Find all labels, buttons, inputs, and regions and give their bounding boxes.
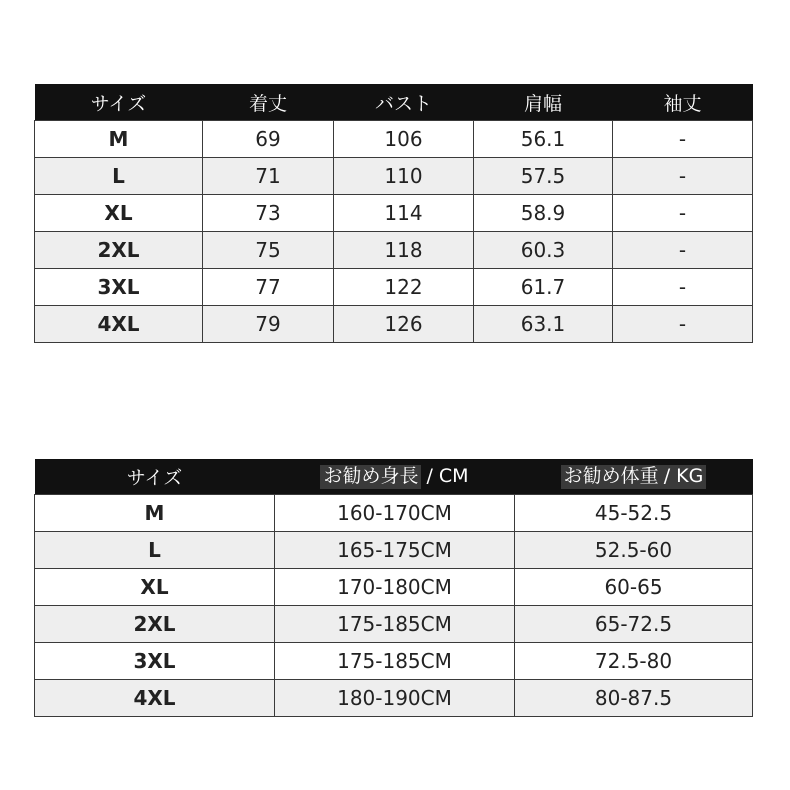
size-cell: L: [35, 532, 275, 569]
table-row: [35, 532, 753, 569]
header-bust: バスト: [334, 84, 474, 121]
size-cell: XL: [35, 195, 203, 232]
header-sleeve: 袖丈: [613, 84, 753, 121]
weight-cell: 65-72.5: [515, 606, 753, 643]
size-chart-header-row: [35, 84, 753, 121]
table-row: [35, 195, 753, 232]
recommend-chart-header-row: [35, 459, 753, 495]
header-recommended-weight: [515, 459, 753, 495]
height-cell: 175-185CM: [275, 606, 515, 643]
size-cell: 2XL: [35, 232, 203, 269]
height-cell: 160-170CM: [275, 495, 515, 532]
table-row: [35, 306, 753, 343]
header-size: [35, 459, 275, 495]
bust-cell: 110: [334, 158, 474, 195]
bust-cell: 106: [334, 121, 474, 158]
header-size: サイズ: [35, 84, 203, 121]
size-cell: 4XL: [35, 306, 203, 343]
length-cell: 69: [203, 121, 334, 158]
table-row: [35, 158, 753, 195]
table-row: [35, 569, 753, 606]
bust-cell: 122: [334, 269, 474, 306]
shoulder-cell: 61.7: [474, 269, 613, 306]
size-cell: M: [35, 121, 203, 158]
weight-cell: 45-52.5: [515, 495, 753, 532]
weight-cell: 60-65: [515, 569, 753, 606]
recommend-chart-table: [34, 459, 753, 717]
size-cell: 3XL: [35, 269, 203, 306]
header-length: 着丈: [203, 84, 334, 121]
size-cell: 4XL: [35, 680, 275, 717]
size-cell: 3XL: [35, 643, 275, 680]
table-row: [35, 269, 753, 306]
table-row: [35, 121, 753, 158]
shoulder-cell: 57.5: [474, 158, 613, 195]
weight-cell: 80-87.5: [515, 680, 753, 717]
shoulder-cell: 58.9: [474, 195, 613, 232]
size-cell: 2XL: [35, 606, 275, 643]
header-weight-wrapper: [561, 465, 707, 489]
sleeve-cell: -: [613, 306, 753, 343]
size-cell: XL: [35, 569, 275, 606]
weight-cell: 72.5-80: [515, 643, 753, 680]
length-cell: 79: [203, 306, 334, 343]
weight-cell: 52.5-60: [515, 532, 753, 569]
height-cell: 175-185CM: [275, 643, 515, 680]
size-chart-table: [34, 84, 753, 343]
height-cell: 165-175CM: [275, 532, 515, 569]
length-cell: 71: [203, 158, 334, 195]
bust-cell: 114: [334, 195, 474, 232]
header-shoulder: 肩幅: [474, 84, 613, 121]
table-row: [35, 495, 753, 532]
height-cell: 180-190CM: [275, 680, 515, 717]
length-cell: 75: [203, 232, 334, 269]
table-row: [35, 232, 753, 269]
length-cell: 77: [203, 269, 334, 306]
size-cell: L: [35, 158, 203, 195]
table-row: [35, 680, 753, 717]
sleeve-cell: -: [613, 121, 753, 158]
size-cell: M: [35, 495, 275, 532]
header-weight-unit: / KG: [663, 464, 704, 487]
header-size-label: サイズ: [126, 467, 183, 489]
sleeve-cell: -: [613, 232, 753, 269]
header-recommended-height: [275, 459, 515, 495]
table-row: [35, 643, 753, 680]
shoulder-cell: 63.1: [474, 306, 613, 343]
length-cell: 73: [203, 195, 334, 232]
sleeve-cell: -: [613, 158, 753, 195]
header-weight-label: お勧め体重: [563, 464, 659, 487]
shoulder-cell: 60.3: [474, 232, 613, 269]
height-cell: 170-180CM: [275, 569, 515, 606]
header-height-label: お勧め身長: [320, 465, 421, 489]
table-row: [35, 606, 753, 643]
bust-cell: 118: [334, 232, 474, 269]
header-height-unit: / CM: [426, 464, 469, 487]
sleeve-cell: -: [613, 269, 753, 306]
shoulder-cell: 56.1: [474, 121, 613, 158]
sleeve-cell: -: [613, 195, 753, 232]
bust-cell: 126: [334, 306, 474, 343]
